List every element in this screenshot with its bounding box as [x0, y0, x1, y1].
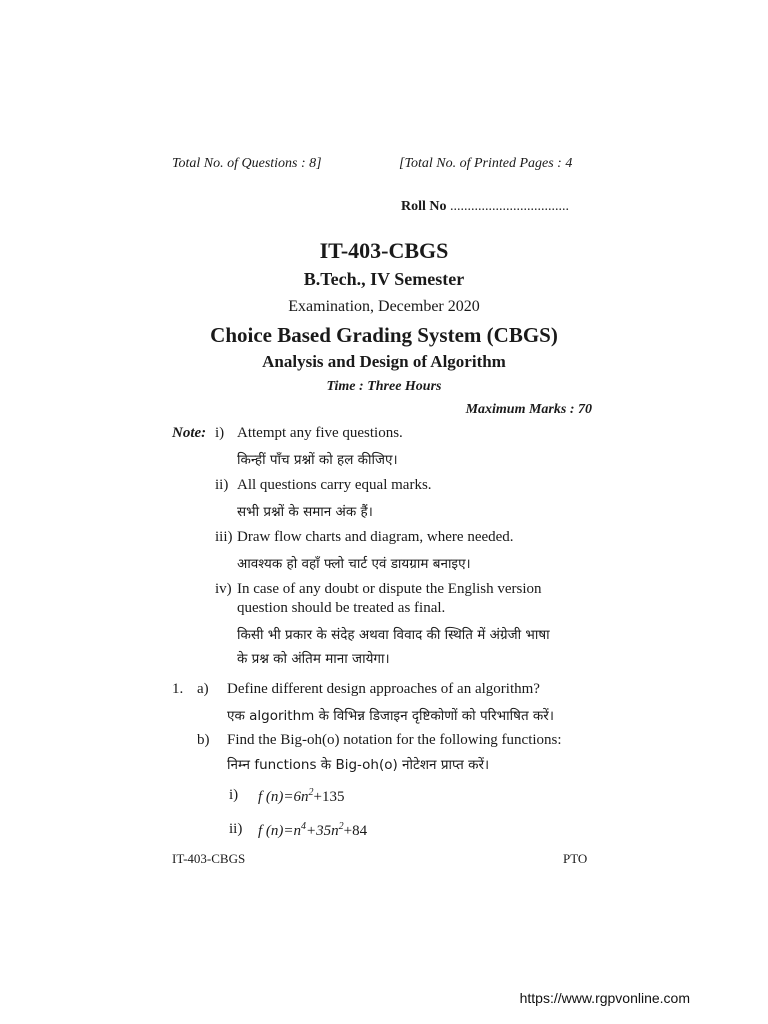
function-label: ii): [229, 821, 243, 837]
part-a-hindi: एक algorithm के विभिन्न डिजाइन दृष्टिकोणों को परिभाषित करें।: [227, 708, 554, 724]
note-item-hindi: किन्हीं पाँच प्रश्नों को हल कीजिए।: [237, 452, 398, 468]
function-constant: +84: [343, 823, 368, 839]
function-lhs: f (n): [258, 789, 284, 805]
total-questions: Total No. of Questions : 8]: [172, 156, 322, 171]
part-a-label: a): [197, 681, 209, 697]
note-item-hindi: के प्रश्न को अंतिम माना जायेगा।: [237, 651, 390, 667]
note-item-english: Draw flow charts and diagram, where needed.: [237, 529, 514, 545]
note-item-english: Attempt any five questions.: [237, 425, 403, 441]
function-expression: [258, 787, 345, 806]
part-a-english: Define different design approaches of an algorithm?: [227, 681, 540, 697]
function-term: +35n: [306, 823, 339, 839]
max-marks: Maximum Marks : 70: [465, 402, 592, 417]
exam-session: Examination, December 2020: [288, 298, 480, 315]
note-item-hindi: आवश्यक हो वहाँ फ्लो चार्ट एवं डायग्राम बनाइए।: [237, 556, 471, 572]
function-exponent: 2: [308, 787, 314, 798]
note-item-hindi: किसी भी प्रकार के संदेह अथवा विवाद की स्थिति में अंग्रेजी भाषा: [237, 627, 550, 643]
function-term: =n: [283, 823, 302, 839]
roll-dots: ..................................: [450, 199, 569, 214]
function-exponent: 2: [338, 821, 344, 832]
paper-code: IT-403-CBGS: [319, 238, 449, 263]
note-item-number: ii): [215, 477, 229, 493]
function-lhs: f (n): [258, 823, 284, 839]
part-b-hindi: निम्न functions के Big-oh(o) नोटेशन प्राप्त करें।: [227, 757, 490, 773]
total-printed-pages: [Total No. of Printed Pages : 4: [399, 156, 573, 171]
function-exponent: 4: [301, 821, 307, 832]
source-url[interactable]: https://www.rgpvonline.com: [519, 990, 690, 1006]
part-b-label: b): [197, 732, 210, 748]
subject-name: Analysis and Design of Algorithm: [262, 352, 506, 371]
note-item-english: question should be treated as final.: [237, 600, 446, 616]
note-item-hindi: सभी प्रश्नों के समान अंक हैं।: [237, 504, 373, 520]
function-expression: [258, 821, 367, 840]
part-b-english: Find the Big-oh(o) notation for the following functions:: [227, 732, 562, 748]
function-term: =6n: [283, 789, 309, 805]
note-item-number: iv): [215, 581, 232, 597]
note-item-english: All questions carry equal marks.: [237, 477, 432, 493]
course-name: B.Tech., IV Semester: [303, 269, 465, 289]
question-number: 1.: [172, 681, 184, 697]
note-item-number: iii): [215, 529, 233, 545]
grading-system: Choice Based Grading System (CBGS): [210, 323, 558, 347]
function-label: i): [229, 787, 239, 803]
note-item-english: In case of any doubt or dispute the English version: [237, 581, 542, 597]
roll-number: [401, 199, 569, 215]
roll-label: Roll No: [401, 199, 447, 214]
please-turn-over: PTO: [563, 851, 588, 866]
time-allowed: Time : Three Hours: [326, 379, 442, 394]
function-constant: +135: [313, 789, 345, 805]
footer-paper-code: IT-403-CBGS: [172, 851, 246, 866]
note-item-number: i): [215, 425, 225, 441]
note-label: Note:: [172, 425, 207, 441]
